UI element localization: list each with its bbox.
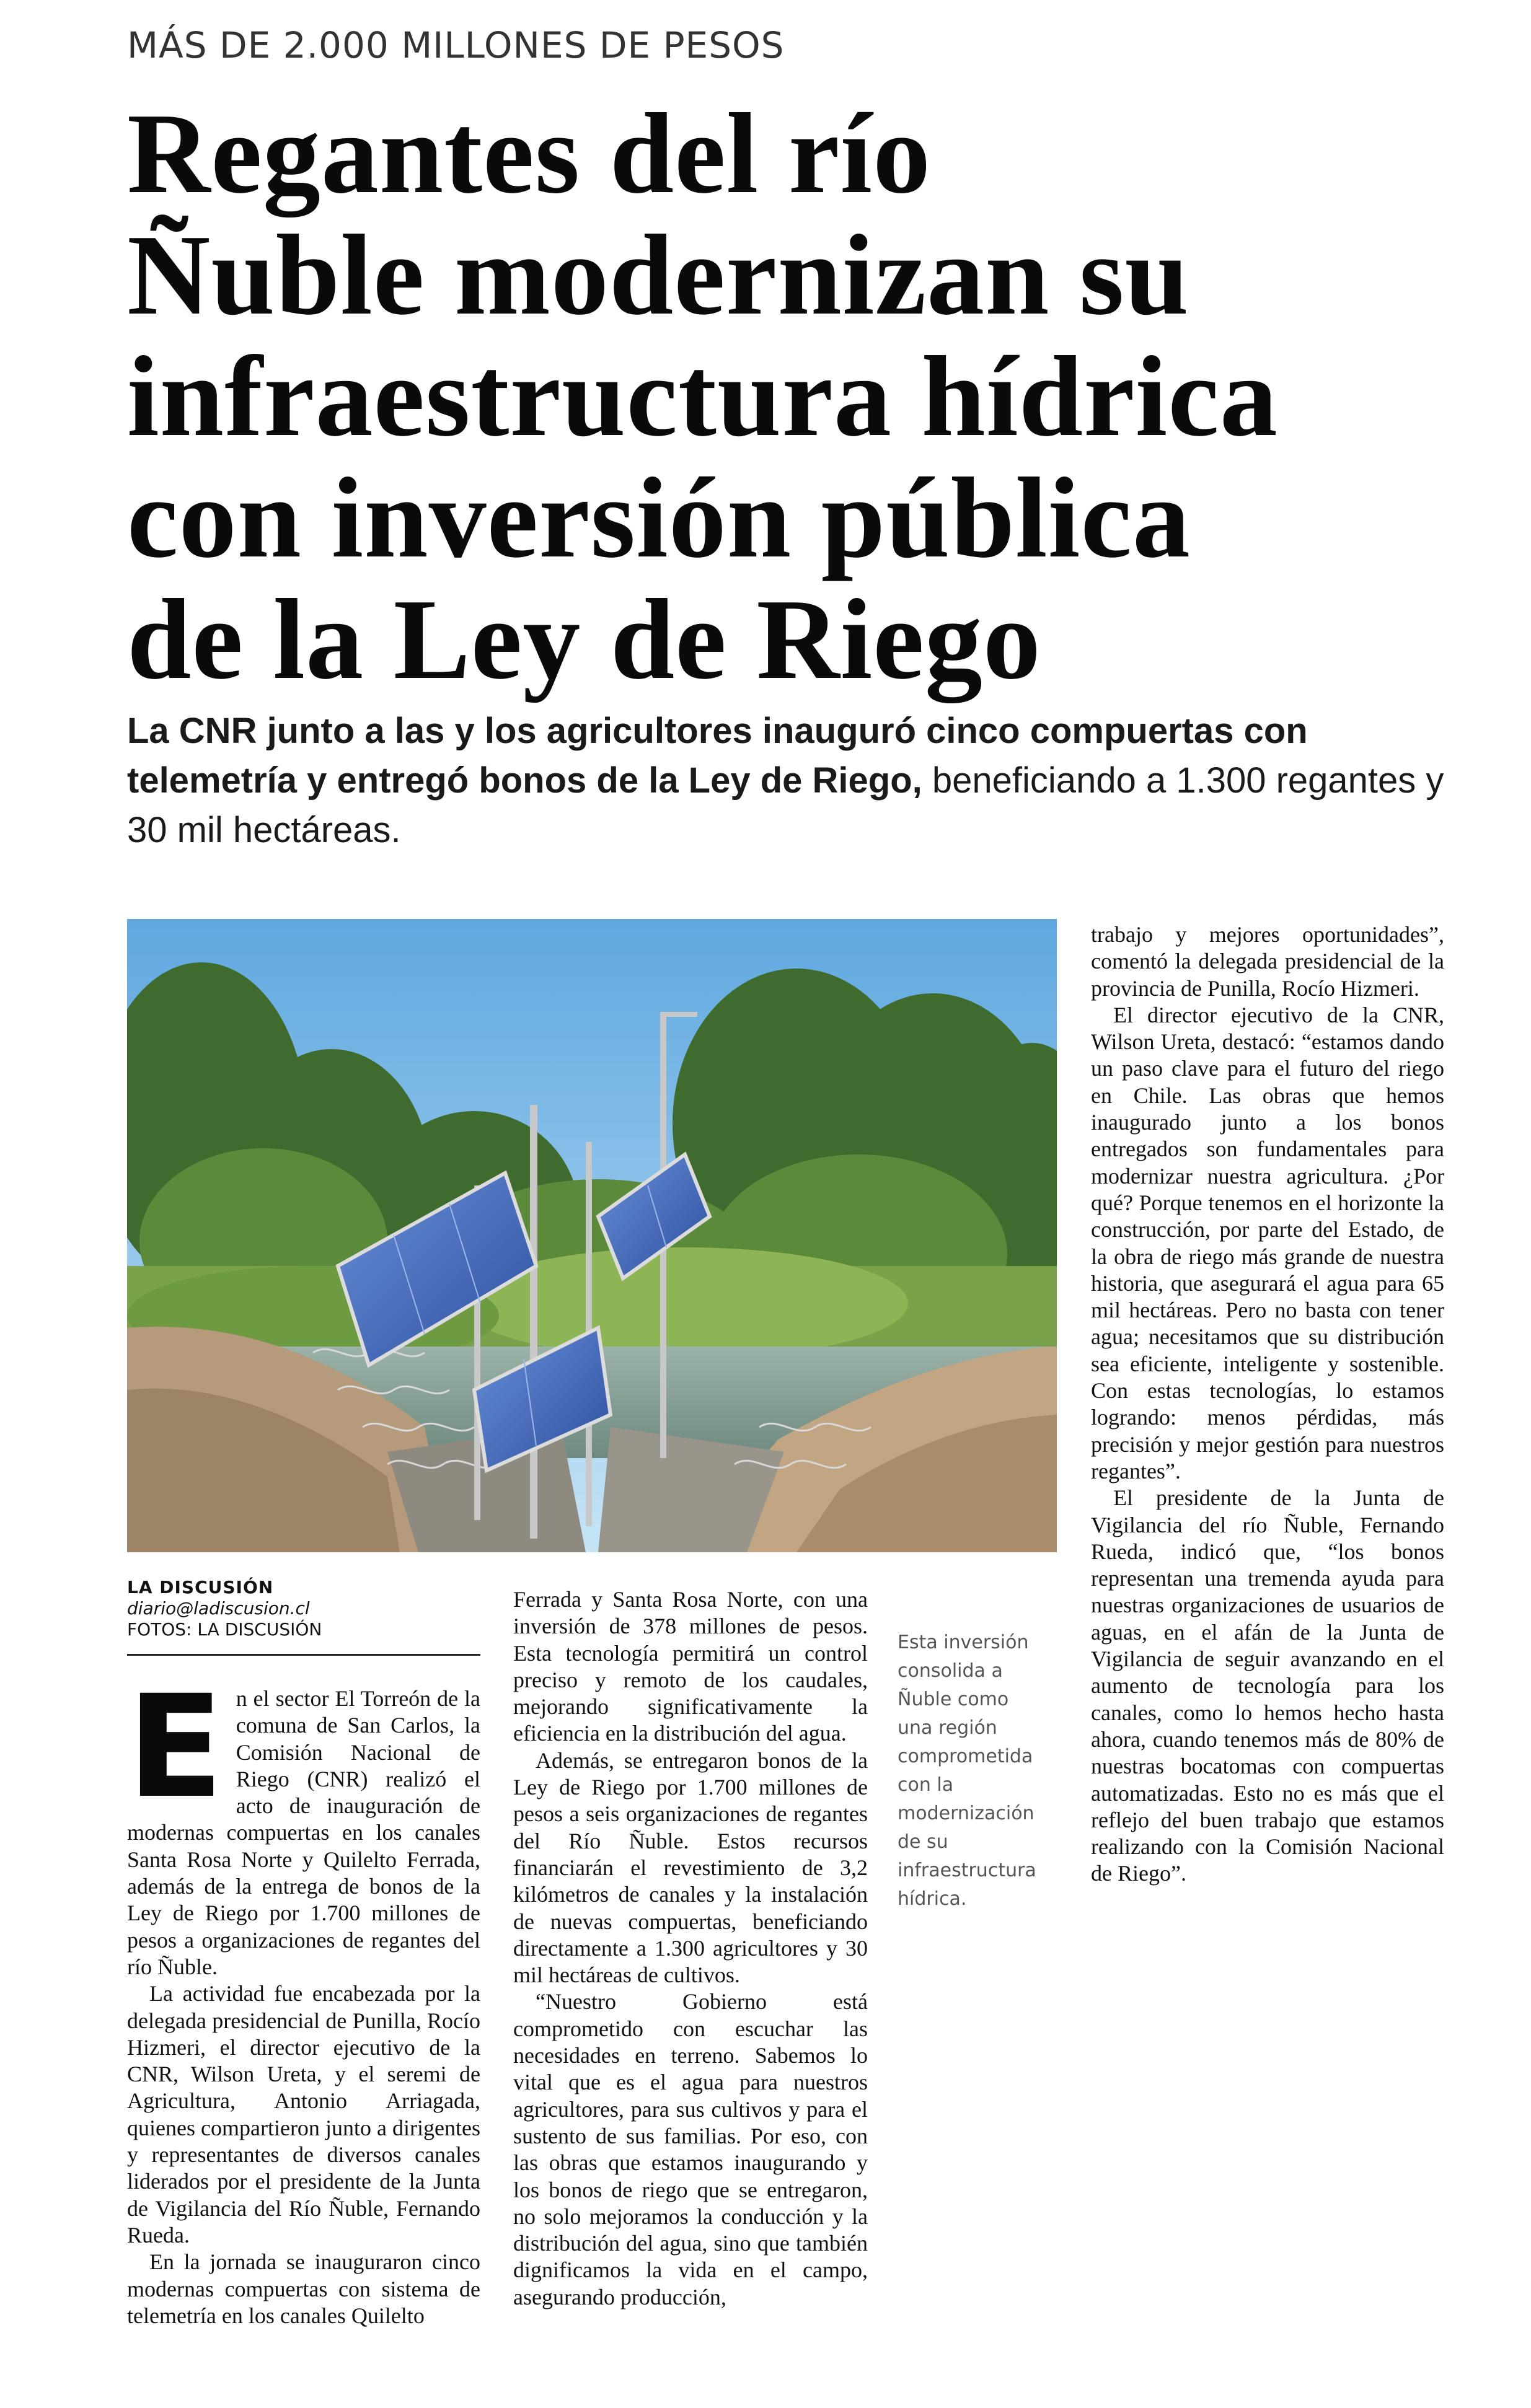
byline	[127, 1577, 480, 1656]
headline-line: Ñuble modernizan su	[127, 211, 1189, 339]
photo-credit: FOTOS: LA DISCUSIÓN	[127, 1619, 322, 1640]
headline	[127, 90, 1491, 703]
paragraph: “Nuestro Gobierno está comprometido con escuchar las necesidades en terreno. Sabemos lo vital que es el agua para nuestros agricultores, para sus cultivos y para el sustento de sus familias. Por eso, con las obras que estamos inaugurando y los bonos de riego que se entregaron, no solo mejoramos la conducción y la distribución del agua, sino que también dignificamos la vida en el campo, asegurando producción,	[513, 1989, 868, 2309]
headline-line: con inversión pública	[127, 454, 1191, 582]
drop-cap: E	[127, 1664, 224, 1829]
headline-line: Regantes del río	[127, 90, 932, 218]
paragraph: El presidente de la Junta de Vigilancia del río Ñuble, Fernando Rueda, indicó que, “los bonos representan una tremenda ayuda para nuestras organizaciones de usuarios de aguas, en el afán de la Junta de Vigilancia de seguir avanzando en el aumento de tecnología para los canales, como lo hemos hecho hasta ahora, cuando tenemos más de 80% de nuestras bocatomas con compuertas automatizadas. Esto no es más que el reflejo del buen trabajo que estamos realizando con la Comisión Nacional de Riego”.	[1091, 1485, 1444, 1886]
paragraph: En la jornada se inauguraron cinco modernas compuertas con sistema de telemetría en los canales Quilelto	[127, 2249, 480, 2328]
headline-line: de la Ley de Riego	[127, 576, 1041, 703]
paragraph: Además, se entregaron bonos de la Ley de Riego por 1.700 millones de pesos a seis organizaciones de regantes del Río Ñuble. Estos recursos financiarán el revestimiento de 3,2 kilómetros de canales y la instalación de nuevas compuertas, beneficiando directamente a 1.300 agricultores y 30 mil hectáreas de cultivos.	[513, 1747, 868, 1988]
article-column-3	[1091, 921, 1444, 1887]
kicker: MÁS DE 2.000 MILLONES DE PESOS	[127, 24, 785, 66]
deck-regular: beneficiando a 1.300 regantes y 30 mil hectáreas.	[127, 760, 1444, 850]
paragraph: Ferrada y Santa Rosa Norte, con una inversión de 378 millones de pesos. Esta tecnología permitirá un control preciso y remoto de los caudales, mejorando significativamente la eficiencia en la distribución del agua.	[513, 1587, 868, 1746]
paragraph: La actividad fue encabezada por la delegada presidencial de Punilla, Rocío Hizmeri, el director ejecutivo de la CNR, Wilson Ureta, y el seremi de Agricultura, Antonio Arriagada, quienes compartieron junto a dirigentes y representantes de diversos canales liderados por el presidente de la Junta de Vigilancia del Río Ñuble, Fernando Rueda.	[127, 1981, 480, 2248]
pull-quote: Esta inversión consolida a Ñuble como una región comprometida con la modernización de su infraestructura hídrica.	[898, 1632, 1036, 1910]
headline-line: infraestructura hídrica	[127, 333, 1278, 460]
deck-bold: La CNR junto a las y los agricultores inauguró cinco compuertas con telemetría y entregó bonos de la Ley de Riego,	[127, 711, 1308, 801]
byline-email: diario@ladiscusion.cl	[127, 1598, 310, 1619]
photo-illustration	[127, 919, 1057, 1552]
paragraph: n el sector El Torreón de la comuna de San Carlos, la Comisión Nacional de Riego (CNR) realizó el acto de inauguración de modernas compuertas en los canales Santa Rosa Norte y Quilelto Ferrada, además de la entrega de bonos de la Ley de Riego por 1.700 millones de pesos a organizaciones de regantes del río Ñuble.	[127, 1686, 480, 1979]
deck	[127, 706, 1454, 855]
paragraph: trabajo y mejores oportunidades”, comentó la delegada presidencial de la provincia de Punilla, Rocío Hizmeri.	[1091, 922, 1444, 1001]
byline-outlet: LA DISCUSIÓN	[127, 1577, 274, 1597]
news-photo	[127, 919, 1057, 1552]
paragraph: El director ejecutivo de la CNR, Wilson Ureta, destacó: “estamos dando un paso clave para el futuro del riego en Chile. Las obras que hemos inaugurado junto a los bonos entregados son fundamentales para modernizar nuestra agricultura. ¿Por qué? Porque tenemos en el horizonte la construcción, por parte del Estado, de la obra de riego más grande de nuestra historia, que asegurará el agua para 65 mil hectáreas. Pero no basta con tener agua; necesitamos que su distribución sea eficiente, inteligente y sostenible. Con estas tecnologías, lo estamos logrando: menos pérdidas, más precisión y mejor gestión para nuestros regantes”.	[1091, 1002, 1444, 1483]
article-column-2	[513, 1586, 868, 2311]
article-column-1	[127, 1664, 480, 2329]
